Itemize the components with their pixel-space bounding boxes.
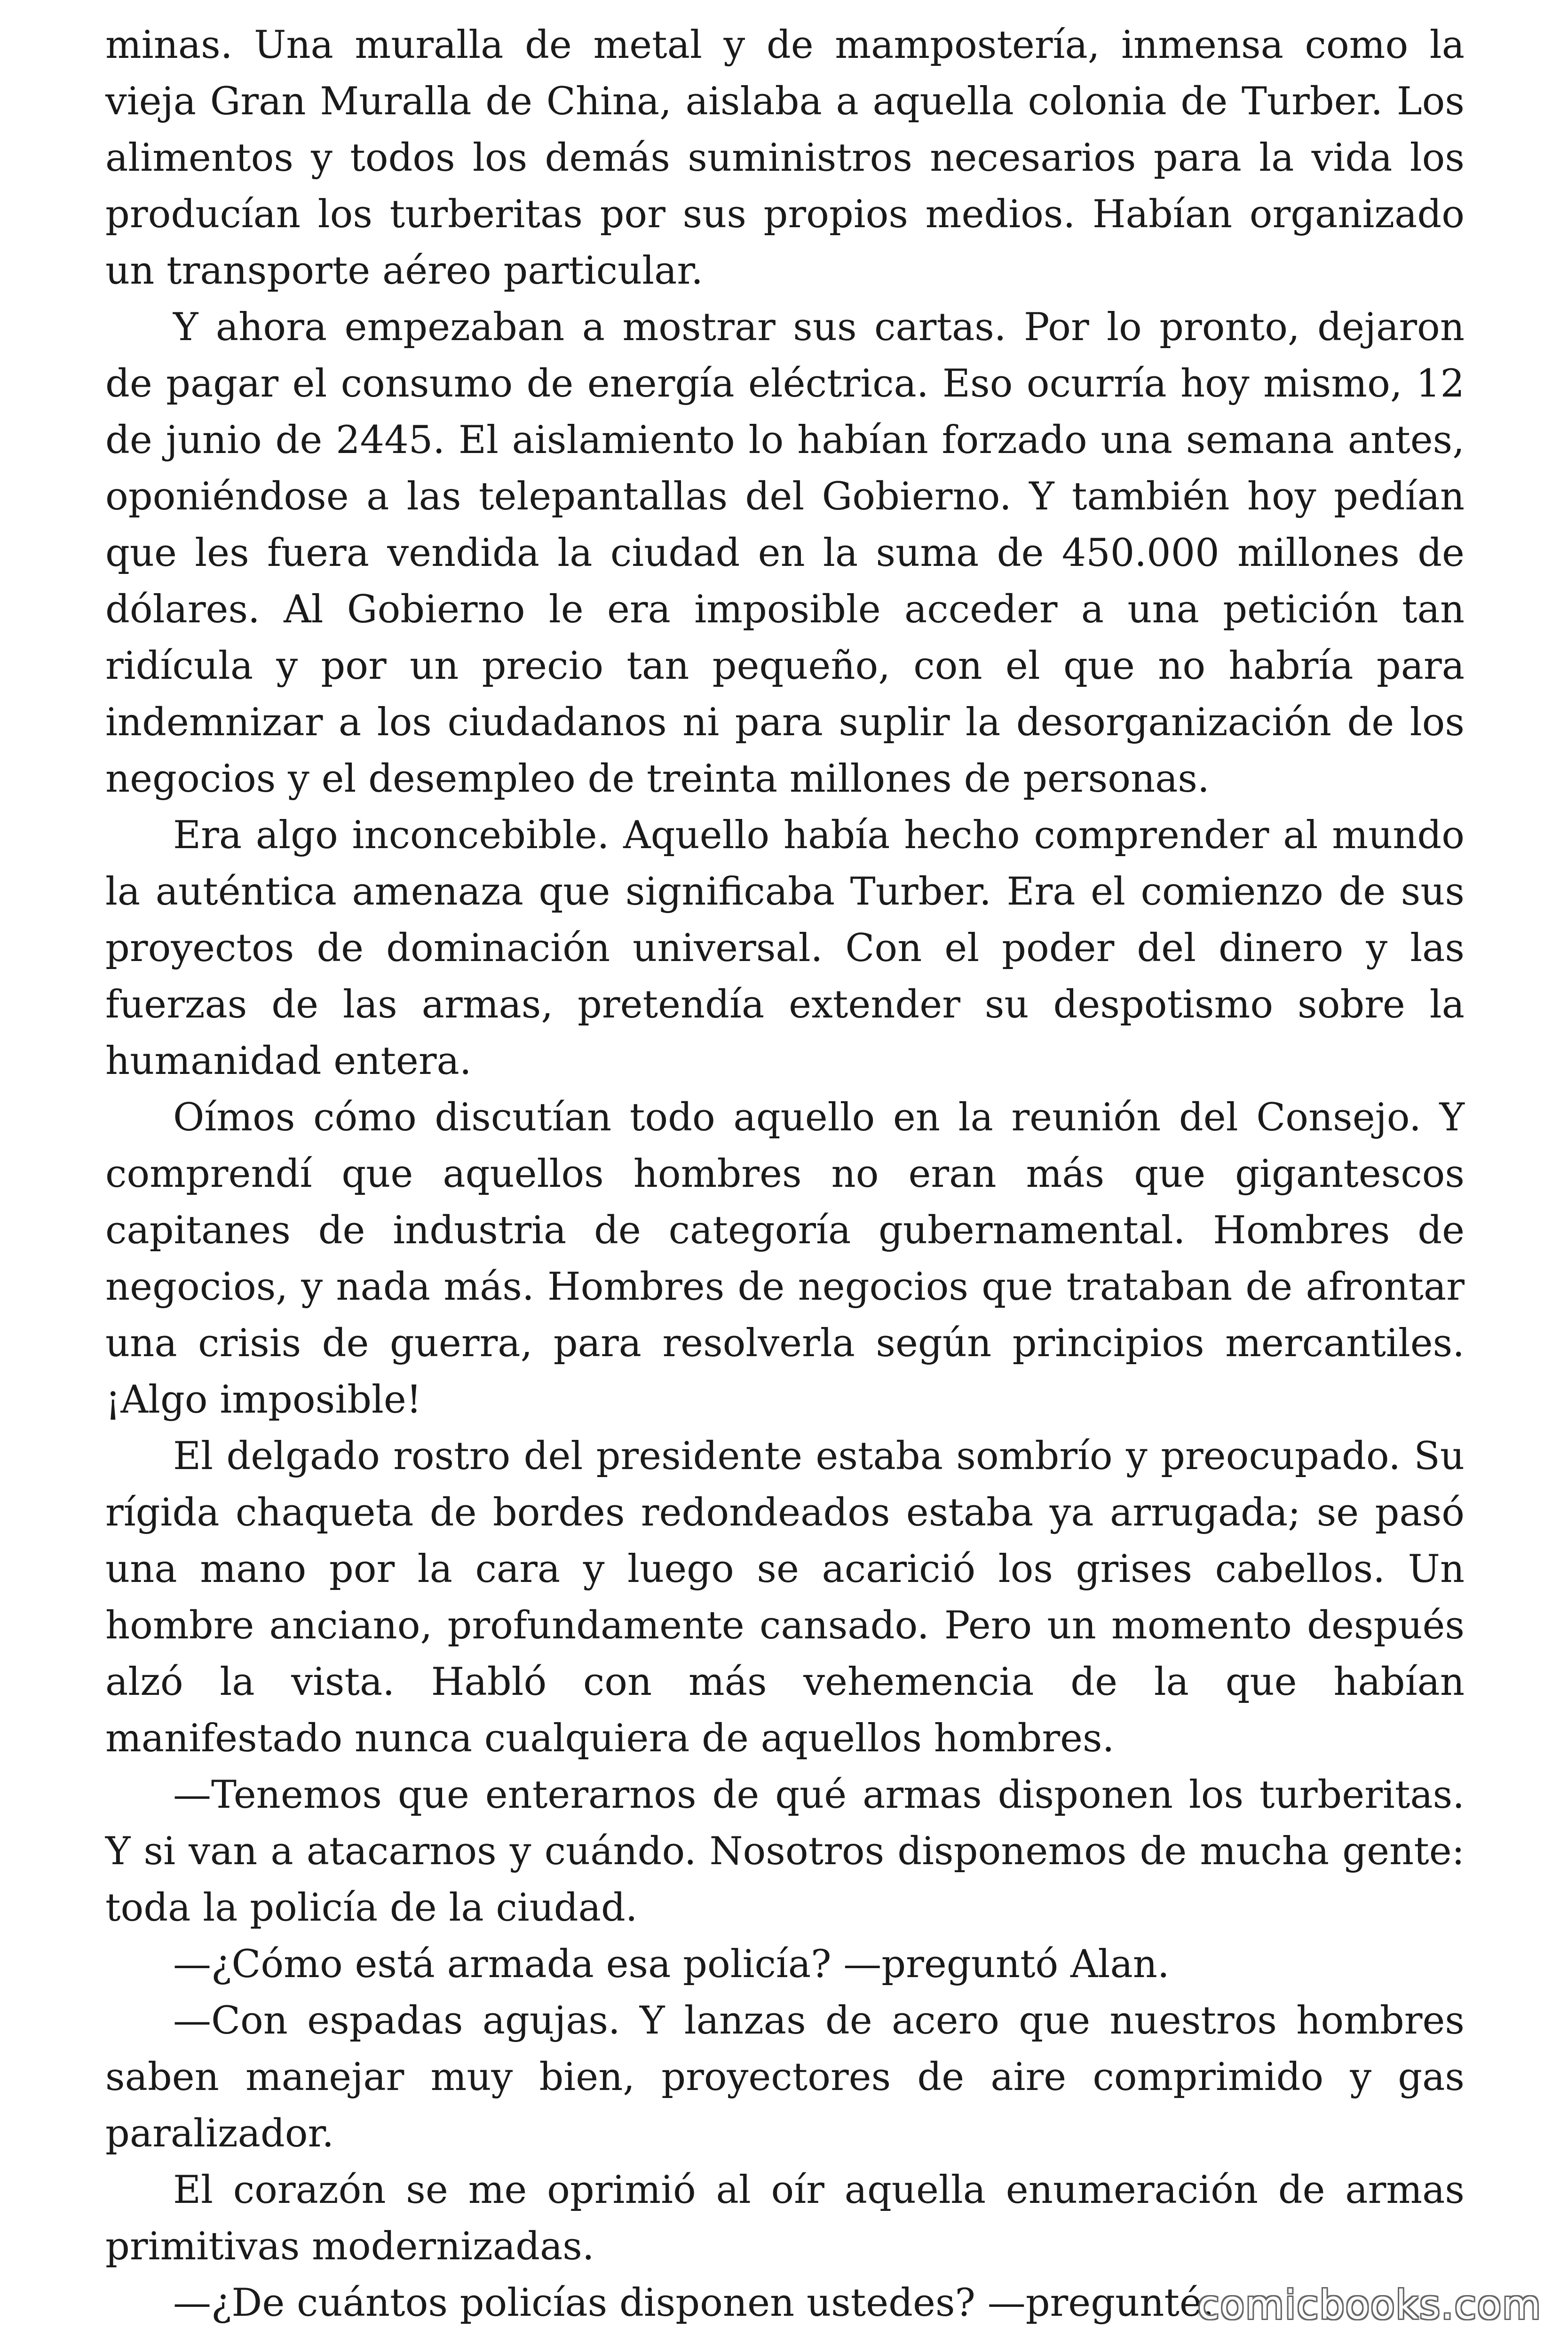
- paragraph-8: —Con espadas agujas. Y lanzas de acero que nuestros hombres saben manejar muy bien, proyectores de aire comprimido y gas paralizador.: [105, 1999, 1465, 2156]
- paragraph-5: El delgado rostro del presidente estaba sombrío y preocupado. Su rígida chaqueta de bordes redondeados estaba ya arrugada; se pasó una mano por la cara y luego se acarició los grises cabellos. Un hombre anciano, profundamente cansado. Pero un momento después alzó la vista. Habló con más vehemencia de la que habían manifestado nunca cualquiera de aquellos hombres.: [105, 1434, 1465, 1761]
- paragraph-2: Y ahora empezaban a mostrar sus cartas. Por lo pronto, dejaron de pagar el consumo de energía eléctrica. Eso ocurría hoy mismo, 12 de junio de 2445. El aislamiento lo habían forzado una semana antes, oponiéndose a las telepantallas del Gobierno. Y también hoy pedían que les fuera vendida la ciudad en la suma de 450.000 millones de dólares. Al Gobierno le era imposible acceder a una petición tan ridícula y por un precio tan pequeño, con el que no habría para indemnizar a los ciudadanos ni para suplir la desorganización de los negocios y el desempleo de treinta millones de personas.: [105, 305, 1465, 801]
- paragraph-3: Era algo inconcebible. Aquello había hecho comprender al mundo la auténtica amenaza que significaba Turber. Era el comienzo de sus proyectos de dominación universal. Con el poder del dinero y las fuerzas de las armas, pretendía extender su despotismo sobre la humanidad entera.: [105, 813, 1465, 1083]
- paragraph-4: Oímos cómo discutían todo aquello en la reunión del Consejo. Y comprendí que aquellos hombres no eran más que gigantescos capitanes de industria de categoría gubernamental. Hombres de negocios, y nada más. Hombres de negocios que trataban de afrontar una crisis de guerra, para resolverla según principios mercantiles. ¡Algo imposible!: [105, 1096, 1465, 1422]
- paragraph-7: —¿Cómo está armada esa policía? —preguntó Alan.: [173, 1942, 1170, 1986]
- paragraph-9: El corazón se me oprimió al oír aquella enumeración de armas primitivas modernizadas.: [105, 2168, 1465, 2269]
- paragraph-1: minas. Una muralla de metal y de mampostería, inmensa como la vieja Gran Muralla de China, aislaba a aquella colonia de Turber. Los alimentos y todos los demás suministros necesarios para la vida los producían los turberitas por sus propios medios. Habían organizado un transporte aéreo particular.: [105, 23, 1465, 293]
- watermark: comicbooks.com: [1197, 2282, 1542, 2328]
- book-page-text: [105, 17, 1465, 2331]
- paragraph-6: —Tenemos que enterarnos de qué armas disponen los turberitas. Y si van a atacarnos y cuándo. Nosotros disponemos de mucha gente: toda la policía de la ciudad.: [105, 1773, 1465, 1930]
- paragraph-10: —¿De cuántos policías disponen ustedes? —pregunté.: [173, 2281, 1214, 2325]
